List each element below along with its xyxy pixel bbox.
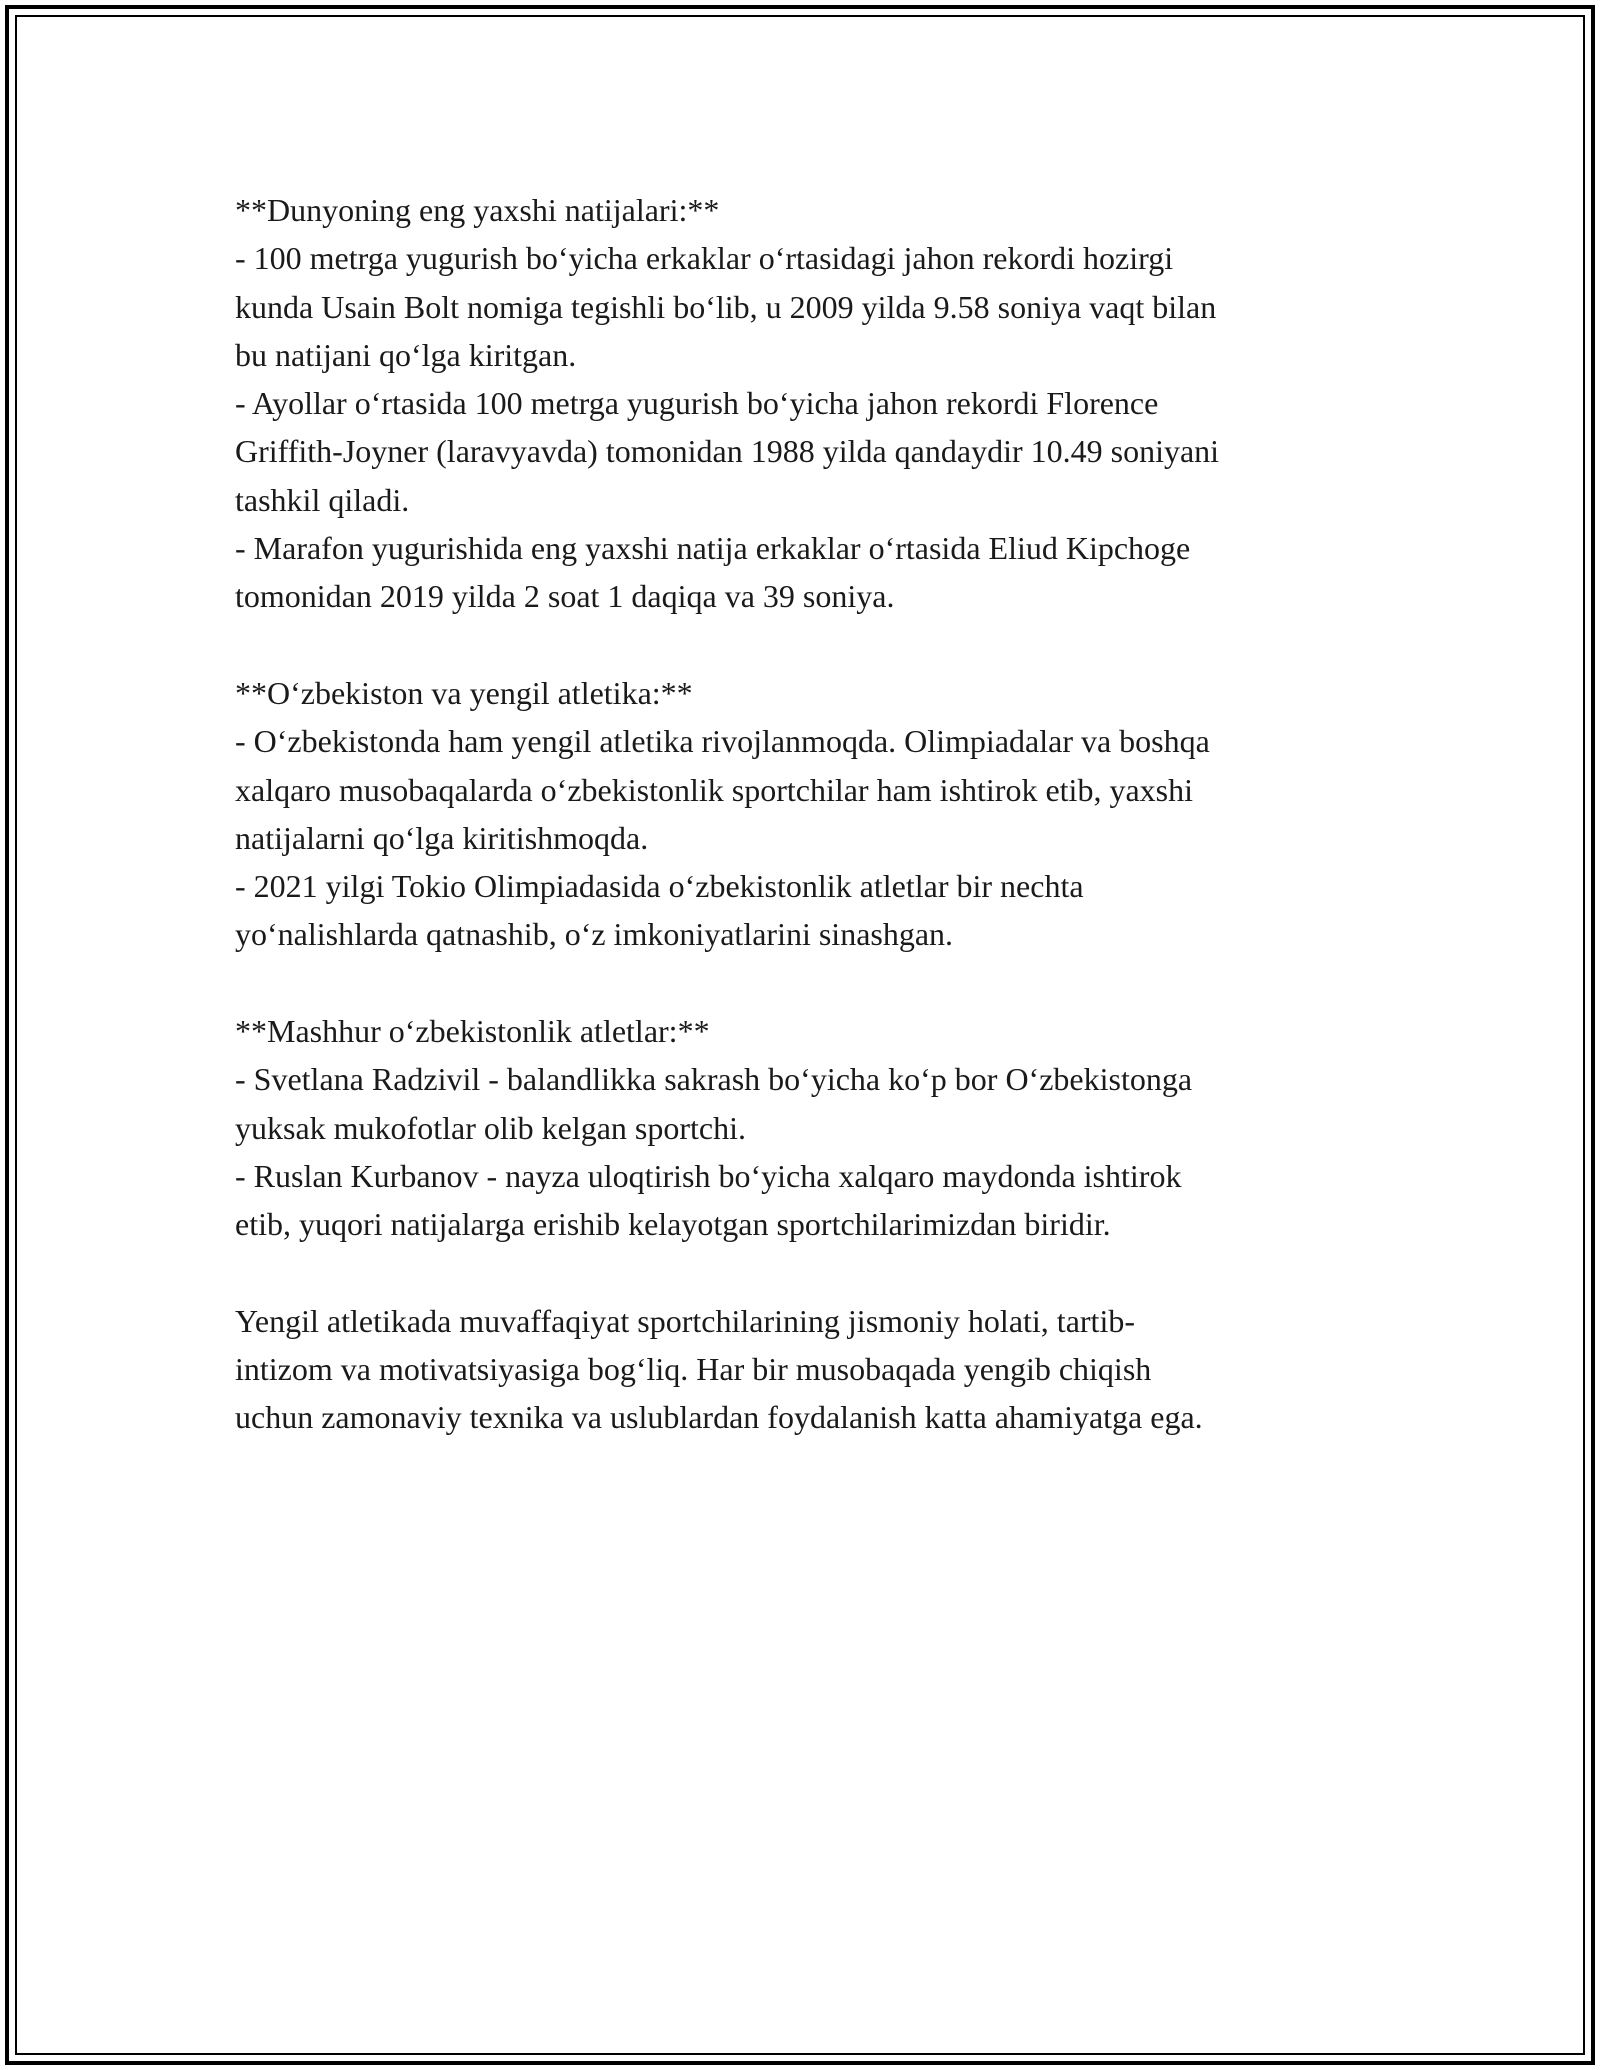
document-body bbox=[235, 186, 1375, 1442]
section-heading: **O‘zbekiston va yengil atletika:** bbox=[235, 674, 693, 711]
text-line: - Ruslan Kurbanov - nayza uloqtirish bo‘yicha xalqaro maydonda ishtirok bbox=[235, 1157, 1182, 1194]
text-line: Griffith-Joyner (laravyavda) tomonidan 1988 yilda qandaydir 10.49 soniyani bbox=[235, 433, 1220, 470]
section-famous-athletes bbox=[235, 1007, 1375, 1248]
section-heading: **Mashhur o‘zbekistonlik atletlar:** bbox=[235, 1013, 710, 1050]
text-line: natijalarni qo‘lga kiritishmoqda. bbox=[235, 819, 649, 856]
text-line: yuksak mukofotlar olib kelgan sportchi. bbox=[235, 1109, 747, 1146]
section-heading: **Dunyoning eng yaxshi natijalari:** bbox=[235, 192, 720, 228]
text-line: - Svetlana Radzivil - balandlikka sakrash bo‘yicha ko‘p bor O‘zbekistonga bbox=[235, 1061, 1193, 1098]
text-line: bu natijani qo‘lga kiritgan. bbox=[235, 336, 577, 373]
text-line: - 2021 yilgi Tokio Olimpiadasida o‘zbekistonlik atletlar bir nechta bbox=[235, 868, 1084, 905]
text-line: etib, yuqori natijalarga erishib kelayotgan sportchilarimizdan biridir. bbox=[235, 1206, 1111, 1243]
text-line: uchun zamonaviy texnika va uslublardan foydalanish katta ahamiyatga ega. bbox=[235, 1399, 1203, 1436]
closing-paragraph bbox=[235, 1297, 1375, 1442]
text-line: - O‘zbekistonda ham yengil atletika rivojlanmoqda. Olimpiadalar va boshqa bbox=[235, 723, 1210, 760]
section-uzbekistan-athletics bbox=[235, 669, 1375, 959]
text-line: Yengil atletikada muvaffaqiyat sportchilarining jismoniy holati, tartib- bbox=[235, 1302, 1135, 1339]
text-line: - 100 metrga yugurish bo‘yicha erkaklar o‘rtasidagi jahon rekordi hozirgi bbox=[235, 240, 1174, 277]
text-line: - Marafon yugurishida eng yaxshi natija erkaklar o‘rtasida Eliud Kipchoge bbox=[235, 530, 1191, 567]
text-line: kunda Usain Bolt nomiga tegishli bo‘lib, u 2009 yilda 9.58 soniya vaqt bilan bbox=[235, 288, 1217, 325]
text-line: intizom va motivatsiyasiga bog‘liq. Har bir musobaqada yengib chiqish bbox=[235, 1351, 1152, 1388]
text-line: tashkil qiladi. bbox=[235, 481, 410, 518]
text-line: xalqaro musobaqalarda o‘zbekistonlik sportchilar ham ishtirok etib, yaxshi bbox=[235, 771, 1193, 808]
section-world-records bbox=[235, 186, 1375, 621]
text-line: yo‘nalishlarda qatnashib, o‘z imkoniyatlarini sinashgan. bbox=[235, 916, 954, 953]
text-line: tomonidan 2019 yilda 2 soat 1 daqiqa va 39 soniya. bbox=[235, 578, 895, 615]
text-line: - Ayollar o‘rtasida 100 metrga yugurish bo‘yicha jahon rekordi Florence bbox=[235, 385, 1159, 422]
